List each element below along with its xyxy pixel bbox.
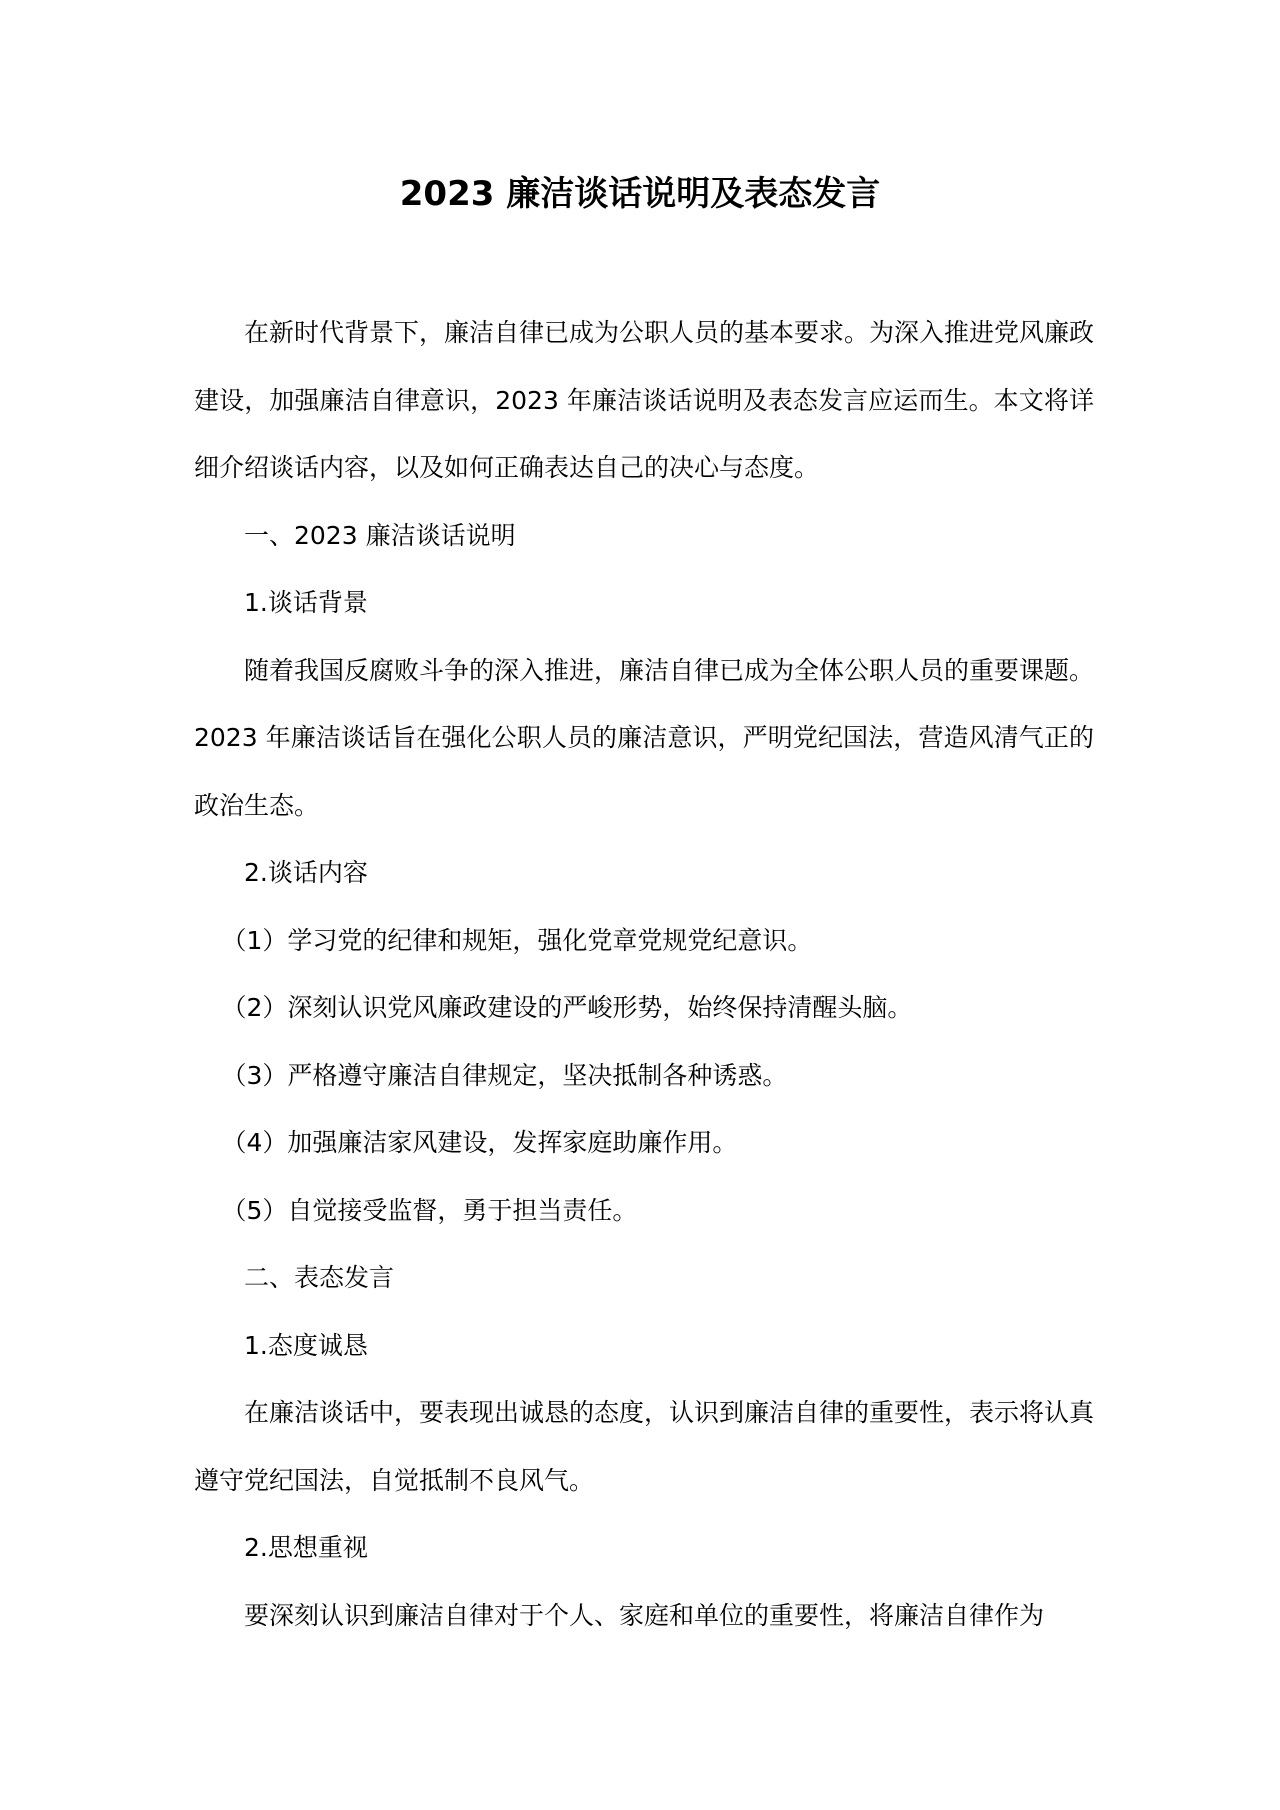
subheading-thinking: 2.思想重视	[244, 1533, 368, 1562]
list-item: （2）深刻认识党风廉政建设的严峻形势，始终保持清醒头脑。	[221, 993, 913, 1022]
list-item: （4）加强廉洁家风建设，发挥家庭助廉作用。	[221, 1128, 738, 1157]
thinking-paragraph: 要深刻认识到廉洁自律对于个人、家庭和单位的重要性，将廉洁自律作为	[244, 1600, 1045, 1630]
section-heading-2: 二、表态发言	[244, 1263, 395, 1292]
list-item: （3）严格遵守廉洁自律规定，坚决抵制各种诱惑。	[221, 1060, 788, 1090]
subheading-content: 2.谈话内容	[244, 858, 368, 887]
subheading-background: 1.谈话背景	[244, 588, 368, 617]
background-paragraph: 随着我国反腐败斗争的深入推进，廉洁自律已成为全体公职人员的重要课题。2023 年廉洁谈话旨在强化公职人员的廉洁意识，严明党纪国法，营造风清气正的政治生态。	[194, 655, 1095, 820]
subheading-attitude: 1.态度诚恳	[244, 1330, 368, 1360]
document-body	[194, 299, 1094, 1649]
attitude-paragraph: 在廉洁谈话中，要表现出诚恳的态度，认识到廉洁自律的重要性，表示将认真遵守党纪国法，自觉抵制不良风气。	[194, 1398, 1095, 1495]
section-heading-1: 一、2023 廉洁谈话说明	[244, 520, 516, 550]
intro-paragraph: 在新时代背景下，廉洁自律已成为公职人员的基本要求。为深入推进党风廉政建设，加强廉洁自律意识，2023 年廉洁谈话说明及表态发言应运而生。本文将详细介绍谈话内容，以及如何正确表达自己的决心与态度。	[194, 318, 1095, 482]
list-item: （1）学习党的纪律和规矩，强化党章党规党纪意识。	[221, 925, 813, 955]
document-title: 2023 廉洁谈话说明及表态发言	[399, 174, 881, 214]
list-item: （5）自觉接受监督，勇于担当责任。	[221, 1195, 638, 1225]
